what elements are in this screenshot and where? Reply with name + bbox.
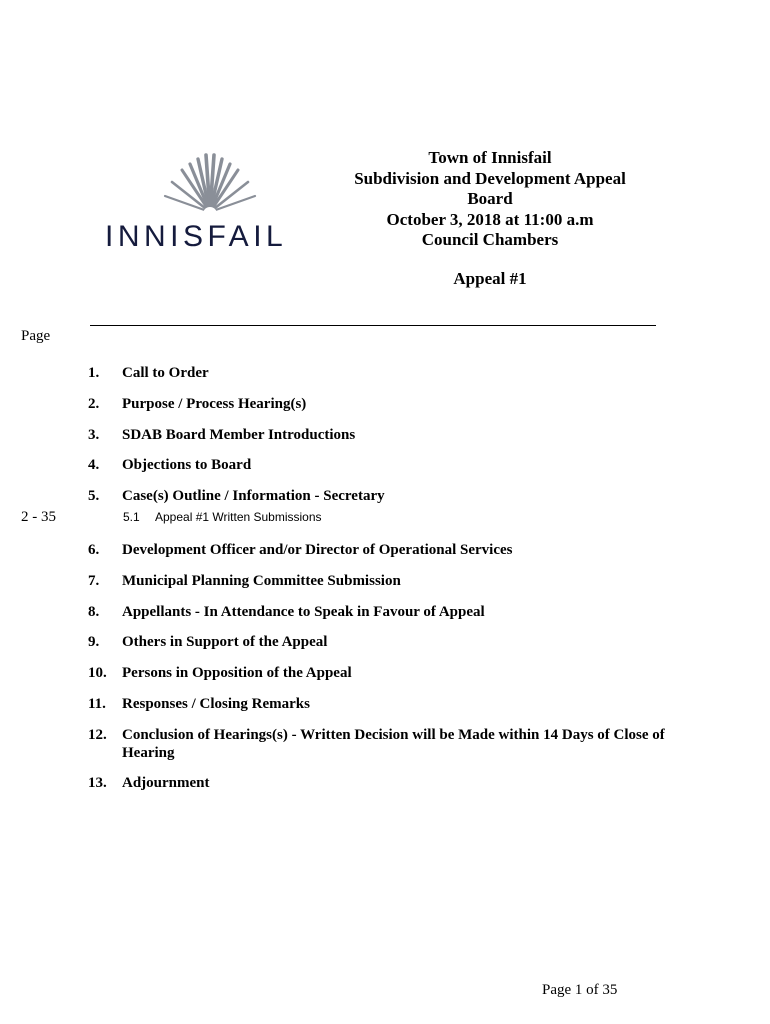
appeal-title: Appeal #1 bbox=[453, 268, 527, 288]
agenda-item-number: 5. bbox=[88, 488, 100, 504]
board-title-line: Board bbox=[467, 189, 513, 208]
innisfail-logo bbox=[105, 150, 315, 253]
agenda-item-number: 7. bbox=[88, 573, 100, 589]
meeting-location: Council Chambers bbox=[421, 230, 559, 249]
agenda-subitem-text: Appeal #1 Written Submissions bbox=[155, 510, 322, 524]
agenda-item-text: Appellants - In Attendance to Speak in Favour of Appeal bbox=[122, 604, 485, 620]
agenda-item-number: 1. bbox=[88, 365, 100, 381]
agenda-item-text: Development Officer and/or Director of Operational Services bbox=[122, 542, 513, 558]
agenda-item-text: Municipal Planning Committee Submission bbox=[122, 573, 401, 589]
agenda-item-number: 12. bbox=[88, 727, 107, 743]
agenda-item-number: 4. bbox=[88, 457, 100, 473]
agenda-item-text: Call to Order bbox=[122, 365, 209, 381]
subitem-page-range: 2 - 35 bbox=[21, 509, 56, 525]
agenda-item-text: Adjournment bbox=[122, 775, 210, 791]
organization-title: Town of Innisfail bbox=[428, 148, 552, 167]
page-number-footer: Page 1 of 35 bbox=[542, 982, 618, 998]
agenda-subitem-number: 5.1 bbox=[123, 510, 140, 524]
agenda-item-number: 8. bbox=[88, 604, 100, 620]
agenda-item-number: 2. bbox=[88, 396, 100, 412]
sunburst-icon bbox=[160, 150, 260, 220]
agenda-item-text: Case(s) Outline / Information - Secretary bbox=[122, 488, 385, 504]
agenda-item-number: 11. bbox=[88, 696, 106, 712]
agenda-item-text: Purpose / Process Hearing(s) bbox=[122, 396, 307, 412]
agenda-item-number: 9. bbox=[88, 634, 100, 650]
agenda-item-number: 10. bbox=[88, 665, 107, 681]
page-column-label: Page bbox=[21, 328, 51, 344]
agenda-item-text: Objections to Board bbox=[122, 457, 252, 473]
agenda-item-number: 13. bbox=[88, 775, 107, 791]
agenda-subitem[interactable] bbox=[123, 510, 322, 524]
board-title-line: Subdivision and Development Appeal bbox=[354, 168, 626, 188]
agenda-item-text: Responses / Closing Remarks bbox=[122, 696, 310, 712]
logo-wordmark: INNISFAIL bbox=[105, 220, 288, 253]
agenda-item-text: Others in Support of the Appeal bbox=[122, 634, 328, 650]
agenda-item-text: Persons in Opposition of the Appeal bbox=[122, 665, 352, 681]
agenda-item-text: Conclusion of Hearings(s) - Written Decision will be Made within 14 Days of Close of Hearing bbox=[122, 727, 665, 761]
agenda-item-text: SDAB Board Member Introductions bbox=[122, 427, 356, 443]
meeting-header bbox=[340, 148, 640, 289]
meeting-date-time: October 3, 2018 at 11:00 a.m bbox=[386, 209, 594, 229]
agenda-item-number: 3. bbox=[88, 427, 100, 443]
header-divider bbox=[90, 325, 656, 326]
agenda-item-number: 6. bbox=[88, 542, 100, 558]
